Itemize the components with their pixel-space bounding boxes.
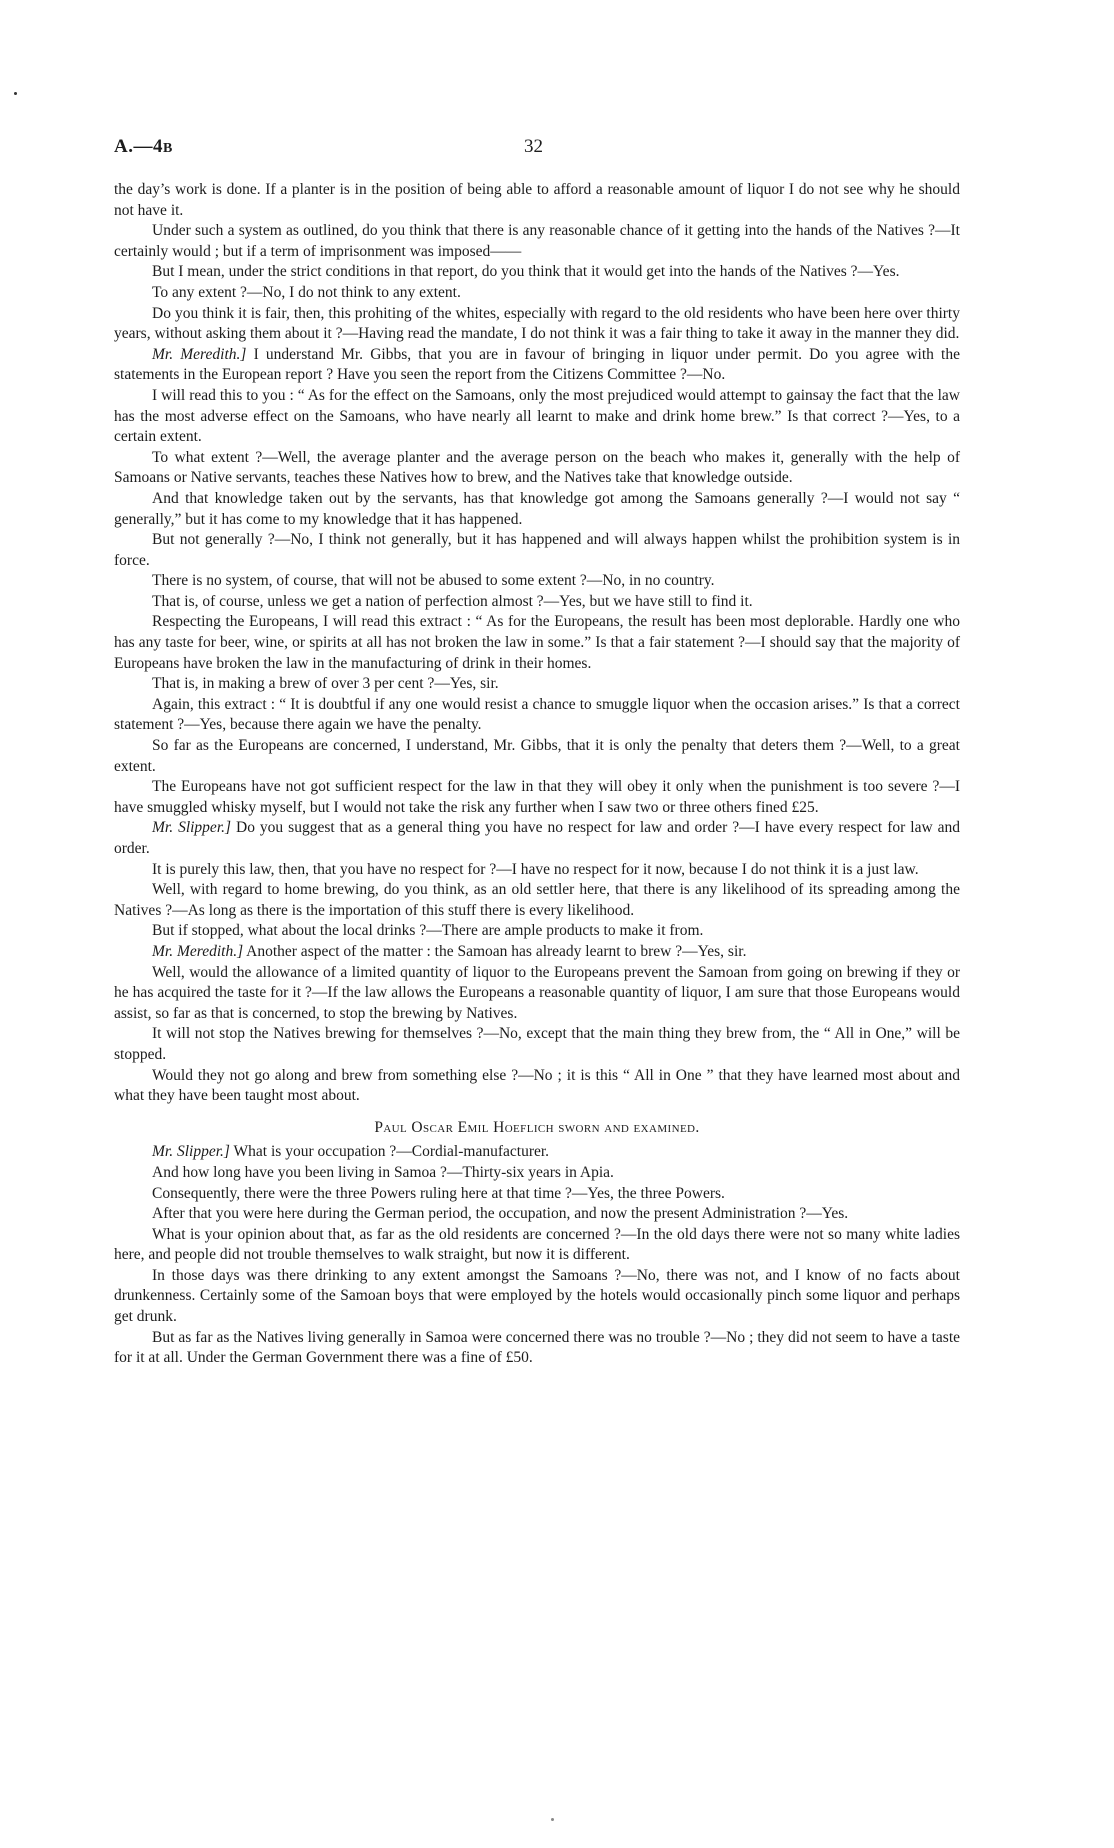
- paragraph: [114, 860, 960, 881]
- paragraph: [114, 736, 960, 777]
- paragraph-text: That is, in making a brew of over 3 per cent ?—Yes, sir.: [152, 675, 499, 693]
- speaker-label: Mr. Slipper.]: [152, 819, 232, 837]
- paragraph-text: So far as the Europeans are concerned, I understand, Mr. Gibbs, that it is only the penalty that deters them ?—Well, to a great extent.: [114, 737, 960, 775]
- paragraph-text: Do you think it is fair, then, this prohiting of the whites, especially with regard to the old residents who have been here over thirty years, without asking them about it ?—Having read the mandate, I do not think it was a fair thing to take it away in the manner they did.: [114, 304, 960, 343]
- paragraph: [114, 1225, 960, 1266]
- scan-speck: [551, 1818, 554, 1821]
- paragraph-text: the day’s work is done. If a planter is in the position of being able to afford a reasonable amount of liquor I do not see why he should not have it.: [114, 181, 960, 219]
- paragraph-text: Another aspect of the matter : the Samoan has already learnt to brew ?—Yes, sir.: [243, 942, 747, 960]
- paragraph-text: It will not stop the Natives brewing for themselves ?—No, except that the main thing they brew from, the “ All in One,” will be stopped.: [114, 1025, 960, 1063]
- paragraph: [114, 448, 960, 489]
- paragraph: [114, 674, 960, 695]
- paragraph-text: It is purely this law, then, that you have no respect for ?—I have no respect for it now, because I do not think it is a just law.: [152, 860, 919, 878]
- hoeflich-testimony: [114, 1142, 960, 1369]
- paragraph: [114, 942, 960, 963]
- paragraph: [114, 1328, 960, 1369]
- paragraph: [114, 262, 960, 283]
- paragraph-text: Respecting the Europeans, I will read this extract : “ As for the Europeans, the result has been most deplorable. Hardly one who has any taste for beer, wine, or spirits at all has not broken the law in some.” Is that a fair statement ?—I should say that the majority of Europeans have broken the law in the manufacturing of drink in their homes.: [114, 613, 960, 672]
- speaker-label: Mr. Meredith.]: [152, 942, 244, 960]
- witness-heading: Paul Oscar Emil Hoeflich sworn and examined.: [374, 1118, 700, 1136]
- page-header: [114, 136, 960, 162]
- paragraph: [114, 1024, 960, 1065]
- scan-speck: [14, 92, 17, 95]
- paragraph-text: Under such a system as outlined, do you think that there is any reasonable chance of it getting into the hands of the Natives ?—It certainly would ; but if a term of imprisonment was imposed——: [114, 222, 960, 260]
- paragraph-text: And how long have you been living in Samoa ?—Thirty-six years in Apia.: [152, 1163, 614, 1181]
- paragraph-text: But I mean, under the strict conditions in that report, do you think that it would get into the hands of the Natives ?—Yes.: [152, 263, 900, 281]
- paragraph-text: After that you were here during the German period, the occupation, and now the present Administration ?—Yes.: [152, 1205, 849, 1223]
- document-reference: A.—4B: [114, 136, 173, 157]
- paragraph: [114, 571, 960, 592]
- paragraph-text: Well, would the allowance of a limited quantity of liquor to the Europeans prevent the Samoan from going on brewing if they or he has acquired the taste for it ?—If the law allows the Europeans a reasonable quantity of liquor, I am sure that those Europeans would assist, so far as that is concerned, to stop the brewing by Natives.: [114, 963, 960, 1022]
- paragraph-text: Consequently, there were the three Powers ruling here at that time ?—Yes, the three Powers.: [152, 1184, 725, 1202]
- page-number: 32: [524, 136, 543, 157]
- paragraph: [114, 1163, 960, 1184]
- paragraph-text: But not generally ?—No, I think not generally, but it has happened and will always happen whilst the prohibition system is in force.: [114, 531, 960, 569]
- paragraph: [114, 777, 960, 818]
- paragraph-text: The Europeans have not got sufficient respect for the law in that they will obey it only when the punishment is too severe ?—I have smuggled whisky myself, but I would not take the risk any further when I saw two or three others fined £25.: [114, 778, 960, 816]
- gibbs-testimony: [114, 180, 960, 1107]
- paragraph-text: I will read this to you : “ As for the effect on the Samoans, only the most prejudiced would attempt to gainsay the fact that the law has the most adverse effect on the Samoans, who have nearly all learnt to make and drink home brew.” Is that correct ?—Yes, to a certain extent.: [114, 386, 960, 446]
- paragraph-text: To what extent ?—Well, the average planter and the average person on the beach who makes it, generally with the help of Samoans or Native servants, teaches these Natives how to brew, and the Natives take that knowledge outside.: [114, 448, 960, 487]
- page-body: [114, 180, 960, 1369]
- paragraph: [114, 1266, 960, 1328]
- paragraph: [114, 695, 960, 736]
- paragraph-text: And that knowledge taken out by the servants, has that knowledge got among the Samoans generally ?—I would not say “ generally,” but it has come to my knowledge that it has happened.: [114, 489, 960, 528]
- paragraph: [114, 592, 960, 613]
- paragraph: [114, 1142, 960, 1163]
- paragraph-text: Again, this extract : “ It is doubtful if any one would resist a chance to smuggle liquor when the occasion arises.” Is that a correct statement ?—Yes, because there again we have the penalty.: [114, 695, 960, 734]
- paragraph-text: What is your occupation ?—Cordial-manufacturer.: [229, 1143, 550, 1161]
- paragraph-text: That is, of course, unless we get a nation of perfection almost ?—Yes, but we have still to find it.: [152, 592, 753, 610]
- paragraph: [114, 180, 960, 221]
- paragraph-text: To any extent ?—No, I do not think to any extent.: [152, 283, 461, 301]
- paragraph: [114, 880, 960, 921]
- paragraph: [114, 1066, 960, 1107]
- paragraph: [114, 1204, 960, 1225]
- paragraph: [114, 304, 960, 345]
- paragraph: [114, 818, 960, 859]
- paragraph: [114, 1184, 960, 1205]
- paragraph-text: In those days was there drinking to any extent amongst the Samoans ?—No, there was not, and I know of no facts about drunkenness. Certainly some of the Samoan boys that were employed by the hotels would occasionally pinch some liquor and perhaps get drunk.: [114, 1266, 960, 1326]
- paragraph-text: Do you suggest that as a general thing you have no respect for law and order ?—I have every respect for law and order.: [114, 819, 960, 857]
- paragraph-text: What is your opinion about that, as far as the old residents are concerned ?—In the old days there were not so many white ladies here, and people did not trouble themselves to walk straight, but now it is different.: [114, 1225, 960, 1264]
- paragraph: [114, 221, 960, 262]
- paragraph: [114, 386, 960, 448]
- paragraph: [114, 345, 960, 386]
- paragraph: [114, 612, 960, 674]
- paragraph: [114, 921, 960, 942]
- paragraph-text: Well, with regard to home brewing, do you think, as an old settler here, that there is any likelihood of its spreading among the Natives ?—As long as there is the importation of this stuff there is every likelihood.: [114, 881, 960, 919]
- paragraph: [114, 963, 960, 1025]
- speaker-label: Mr. Meredith.]: [152, 345, 247, 363]
- paragraph-text: Would they not go along and brew from something else ?—No ; it is this “ All in One ” that they have learned most about and what they have been taught most about.: [114, 1066, 960, 1105]
- paragraph: [114, 283, 960, 304]
- paragraph-text: There is no system, of course, that will not be abused to some extent ?—No, in no country.: [152, 572, 715, 590]
- paragraph-text: But if stopped, what about the local drinks ?—There are ample products to make it from.: [152, 922, 704, 940]
- paragraph: [114, 530, 960, 571]
- speaker-label: Mr. Slipper.]: [152, 1143, 230, 1161]
- paragraph-text: I understand Mr. Gibbs, that you are in favour of bringing in liquor under permit. Do you agree with the statements in the European report ? Have you seen the report from the Citizens Committee ?—No.: [114, 345, 960, 384]
- paragraph-text: But as far as the Natives living generally in Samoa were concerned there was no trouble ?—No ; they did not seem to have a taste for it at all. Under the German Government there was a fine of £50.: [114, 1328, 960, 1367]
- paragraph: [114, 489, 960, 530]
